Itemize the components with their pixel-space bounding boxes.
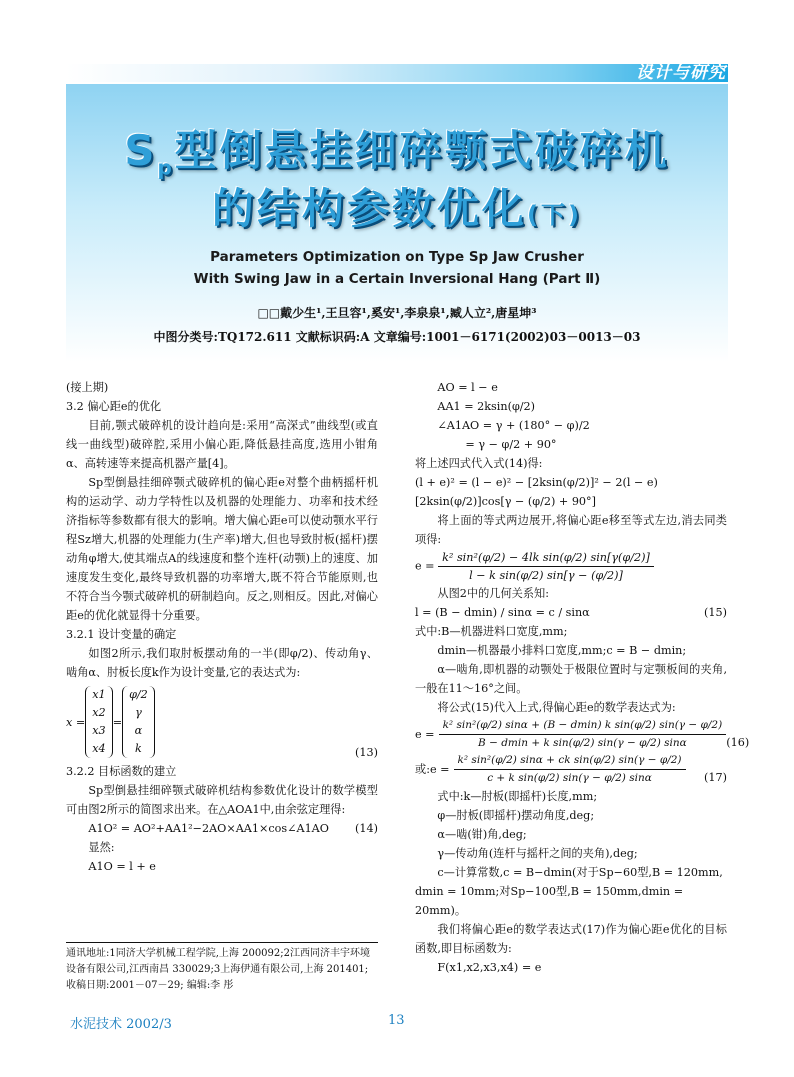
paragraph: c—计算常数,c = B−dmin(对于Sp−60型,B = 120mm, bbox=[437, 866, 723, 879]
header-band bbox=[66, 64, 728, 82]
footnote-divider bbox=[66, 942, 378, 943]
paragraph: 将上面的等式两边展开,将偏心距e移至等式左边,消去同类项得: bbox=[415, 514, 727, 546]
design-variable-matrix: x = x1 x2 x3 x4 = φ/2 γ α k bbox=[66, 686, 155, 758]
equation: = γ − φ/2 + 90° bbox=[465, 438, 557, 451]
matrix-values: φ/2 γ α k bbox=[122, 686, 155, 758]
equation-14: A1O² = AO²+AA1²−2AO×AA1×cos∠A1AO (14) bbox=[88, 822, 378, 835]
equation: AO = l − e bbox=[437, 381, 498, 394]
section-heading: 3.2 偏心距e的优化 bbox=[66, 400, 162, 413]
equation: (l + e)² = (l − e)² − [2ksin(φ/2)]² − 2(l − e)[2ksin(φ/2)]cos[γ − (φ/2) + 90°] bbox=[415, 476, 658, 508]
classification-meta: 中图分类号:TQ172.611 文献标识码:A 文章编号:1001－6171(2002)03－0013－03 bbox=[153, 330, 641, 344]
title-line-2: 的结构参数优化(下) bbox=[212, 184, 582, 233]
paragraph: α—啮角,即机器的动颚处于极限位置时与定颚板间的夹角,一般在11～16°之间。 bbox=[415, 663, 727, 695]
paragraph: 式中:B—机器进料口宽度,mm; bbox=[415, 625, 568, 638]
english-title-line-1: Parameters Optimization on Type Sp Jaw Crusher bbox=[210, 249, 584, 265]
fraction: $\frac{\text{k² sin²(φ/2) sinα + (B − dmin) k sin(φ/2) sin(γ − φ/2)}}{\text{B − dmin + k sin(φ/2) sin(γ − φ/2) sinα}}$ bbox=[439, 717, 727, 752]
paragraph: dmin—机器最小排料口宽度,mm;c = B − dmin; bbox=[437, 644, 687, 657]
paragraph: dmin = 10mm;对Sp−100型,B = 150mm,dmin = 20mm)。 bbox=[415, 885, 684, 917]
equation: ∠A1AO = γ + (180° − φ)/2 bbox=[437, 419, 590, 432]
subsection-heading: 3.2.1 设计变量的确定 bbox=[66, 628, 177, 641]
equation-15: l = (B − dmin) / sinα = c / sinα (15) bbox=[415, 606, 727, 619]
paragraph: Sp型倒悬挂细碎颚式破碎机结构参数优化设计的数学模型可由图2所示的简图求出来。在△AOA1中,由余弦定理得: bbox=[66, 784, 378, 816]
paragraph: 显然: bbox=[88, 841, 115, 854]
equation-17: 或:e = $\frac{\text{k² sin²(φ/2) sinα + ck sin(φ/2) sin(γ − φ/2)}}{\text{c + k sin(φ/2) sin(γ − φ/2) sinα}}$ (17) bbox=[415, 752, 727, 787]
equation: AA1 = 2ksin(φ/2) bbox=[437, 400, 536, 413]
paragraph: 式中:k—肘板(即摇杆)长度,mm; bbox=[437, 790, 598, 803]
equation-16: e = $\frac{\text{k² sin²(φ/2) sinα + (B − dmin) k sin(φ/2) sin(γ − φ/2)}}{\text{B − dmin + k sin(φ/2) sin(γ − φ/2) sinα}}$ (16) bbox=[415, 717, 727, 752]
paragraph: 如图2所示,我们取肘板摆动角的一半(即φ/2)、传动角γ、啮角α、肘板长度k作为设计变量,它的表达式为: bbox=[66, 647, 378, 679]
paragraph: 从图2中的几何关系知: bbox=[437, 587, 549, 600]
right-column bbox=[415, 378, 750, 977]
english-title-line-2: With Swing Jaw in a Certain Inversional Hang (Part Ⅱ) bbox=[193, 271, 601, 287]
left-column bbox=[66, 378, 378, 876]
equation-number: (13) bbox=[355, 746, 378, 759]
paragraph: α—啮(钳)角,deg; bbox=[437, 828, 527, 841]
equation-e: e = $\frac{\text{k² sin²(φ/2) − 4lk sin(φ/2) sin[γ(φ/2)]}}{\text{l − k sin(φ/2) sin[γ − (φ/2)]}}$ bbox=[415, 549, 727, 584]
continued-note: (接上期) bbox=[66, 381, 109, 394]
paragraph: 我们将偏心距e的数学表达式(17)作为偏心距e优化的目标函数,即目标函数为: bbox=[415, 923, 727, 955]
journal-name: 水泥技术 2002/3 bbox=[70, 1017, 172, 1032]
paragraph: 目前,颚式破碎机的设计趋向是:采用“高深式”曲线型(或直线一曲线型)破碎腔,采用小偏心距,降低悬挂高度,选用小钳角α、高转速等来提高机器产量[4]。 bbox=[66, 419, 378, 470]
fraction: $\frac{\text{k² sin²(φ/2) − 4lk sin(φ/2) sin[γ(φ/2)]}}{\text{l − k sin(φ/2) sin[γ − (φ/2)]}}$ bbox=[438, 549, 654, 584]
paragraph: 将公式(15)代入上式,得偏心距e的数学表达式为: bbox=[437, 701, 676, 714]
paragraph: γ—传动角(连杆与摇杆之间的夹角),deg; bbox=[437, 847, 638, 860]
matrix-x: x1 x2 x3 x4 bbox=[85, 686, 112, 758]
page-number: 13 bbox=[388, 1013, 405, 1028]
paragraph: Sp型倒悬挂细碎颚式破碎机的偏心距e对整个曲柄摇杆机构的运动学、动力学特性以及机器的处理能力、功率和技术经济指标等参数都有很大的影响。增大偏心距e可以使动颚水平行程Sz增大,机器的处理能力(生产率)增大,但也导致肘板(摇杆)摆动角φ增大,使其端点A的线速度和整个连杆(动颚)上的速度、加速度发生变化,最终导致机器的功率增大,既不符合节能原则,也不符合当今颚式破碎机的研制趋向。反之,则相反。因此,对偏心距e的优化就显得十分重要。 bbox=[66, 476, 378, 622]
authors: □□戴少生¹,王旦容¹,奚安¹,李泉泉¹,臧人立²,唐星坤³ bbox=[257, 306, 537, 320]
paragraph: 将上述四式代入式(14)得: bbox=[415, 457, 543, 470]
fraction: $\frac{\text{k² sin²(φ/2) sinα + ck sin(φ/2) sin(γ − φ/2)}}{\text{c + k sin(φ/2) sin(γ − φ/2) sinα}}$ bbox=[454, 752, 686, 787]
equation-13 bbox=[66, 682, 378, 762]
paragraph: φ—肘板(即摇杆)摆动角度,deg; bbox=[437, 809, 595, 822]
equation: F(x1,x2,x3,x4) = e bbox=[437, 961, 542, 974]
footnote: 通讯地址:1同济大学机械工程学院,上海 200092;2江西同济丰宇环境设备有限公司,江西南昌 330029;3上海伊通有限公司,上海 201401; 收稿日期:2001－07－29; 编辑:李 彤 bbox=[66, 948, 370, 991]
subsection-heading: 3.2.2 目标函数的建立 bbox=[66, 765, 177, 778]
title-line-1: $S_p$型倒悬挂细碎颚式破碎机 bbox=[124, 126, 670, 180]
equation: A1O = l + e bbox=[88, 860, 156, 873]
section-tag: 设计与研究 bbox=[636, 63, 726, 83]
